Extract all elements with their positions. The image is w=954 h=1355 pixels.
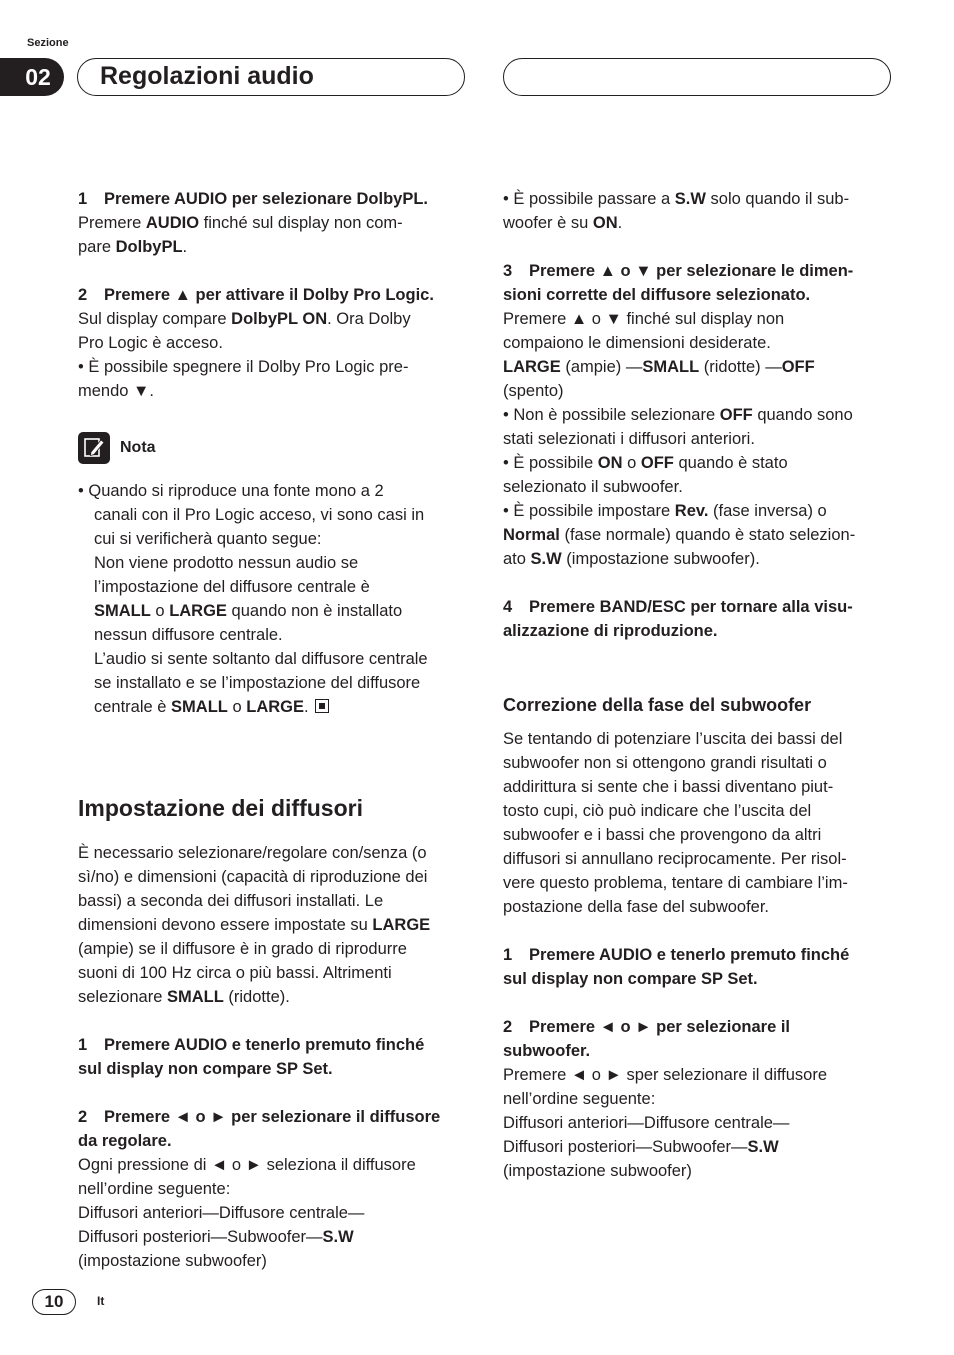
end-of-section-icon — [315, 699, 329, 713]
left-column: 1 Premere AUDIO per selezionare DolbyPL. Premere AUDIO finché sul display non com- pare DolbyPL. 2 Premere ▲ per attivare il Dolby Pro Logic. Sul display compare DolbyPL ON. Ora Dolby Pro Logic è acceso. • È possibile spegnere il Dolby Pro Logic pre- mendo ▼. Nota • Quando si riproduce una fonte mono a 2 canali con il Pro Logic acceso, vi sono casi in cui si verificherà quanto segue: Non viene prodotto nessun audio se l’impostazione del diffusore centrale è SMALL o LARGE quando non è installato nessun diffusore centrale. L’audio si sente soltanto dal diffusore centrale se installato e se l’impostazione del diffusore centrale è SMALL o LARGE. Impostazione dei diffusori È necessario selezionare/regolare con/senza (o sì/no) e dimensioni (capacità di riproduzione dei bassi) a seconda dei diffusori installati. Le dimensioni devono essere impostate su LARGE (ampie) se il diffusore è in grado di riprodurre suoni di 100 Hz circa o più bassi. Altrimenti selezionare SMALL (ridotte). 1 Premere AUDIO e tenerlo premuto finché sul display non compare SP Set. 2 Premere ◄ o ► per selezionare il diffusore da regolare. Ogni pressione di ◄ o ► seleziona il diffusore nell’ordine seguente: Diffusori anteriori—Diffusore centrale— Diffusori posteriori—Subwoofer—S.W (impostazione subwoofer) — [78, 187, 468, 1273]
step-1-title: 1 Premere AUDIO per selezionare DolbyPL. — [78, 190, 429, 208]
intro-paragraph: È necessario selezionare/regolare con/senza (o sì/no) e dimensioni (capacità di riproduzione dei bassi) a seconda dei diffusori installati. Le dimensioni devono essere impostate su LARGE (ampie) se il diffusore è in grado di riprodurre suoni di 100 Hz circa o più bassi. Altrimenti selezionare SMALL (ridotte). — [78, 844, 431, 1006]
step-3-title: 3 Premere ▲ o ▼ per selezionare le dimen- — [503, 262, 854, 280]
title-frame-right — [503, 58, 891, 96]
phase-step-2-title: 2 Premere ◄ o ► per selezionare il — [503, 1018, 791, 1036]
page-title: Regolazioni audio — [100, 62, 314, 90]
heading-correzione-fase: Correzione della fase del subwoofer — [503, 695, 812, 715]
section-label: Sezione — [27, 37, 69, 49]
speaker-step-1-title: 1 Premere AUDIO e tenerlo premuto finché — [78, 1036, 425, 1054]
nota-heading — [78, 431, 468, 465]
right-column: • È possibile passare a S.W solo quando il sub- woofer è su ON. 3 Premere ▲ o ▼ per selezionare le dimen- sioni corrette del diffusore selezionato. Premere ▲ o ▼ finché sul display non compaiono le dimensioni desiderate. LARGE (ampie) —SMALL (ridotte) —OFF (spento) • Non è possibile selezionare OFF quando sono stati selezionati i diffusori anteriori. • È possibile ON o OFF quando è stato selezionato il subwoofer. • È possibile impostare Rev. (fase inversa) o Normal (fase normale) quando è stato selezion- ato S.W (impostazione subwoofer). 4 Premere BAND/ESC per tornare alla visu- alizzazione di riproduzione. Correzione della fase del subwoofer Se tentando di potenziare l’uscita dei bassi del subwoofer non si ottengono grandi risultati o addirittura si sente che i bassi diventano piut- tosto cupi, ciò può indicare che l’uscita del subwoofer e i bassi che provengono da altri diffusori si annullano reciprocamente. Per risol- vere questo problema, tentare di cambiare l’im- postazione della fase del subwoofer. 1 Premere AUDIO e tenerlo premuto finché sul display non compare SP Set. 2 Premere ◄ o ► per selezionare il subwoofer. Premere ◄ o ► sper selezionare il diffusore nell’ordine seguente: Diffusori anteriori—Diffusore centrale— Diffusori posteriori—Subwoofer—S.W (impostazione subwoofer) — [503, 187, 893, 1183]
step-2-body: Sul display compare DolbyPL ON. Ora Dolby — [78, 310, 411, 328]
note-pencil-icon — [78, 432, 110, 464]
phase-step-2-body: Premere ◄ o ► sper selezionare il diffusore nell’ordine seguente: Diffusori anteriori—Diffusore centrale— Diffusori posteriori—Subwoofer—S.W (impostazione subwoofer) — [503, 1066, 827, 1180]
speaker-step-2-body: Ogni pressione di ◄ o ► seleziona il diffusore nell’ordine seguente: Diffusori anteriori—Diffusore centrale— Diffusori posteriori—Subwoofer—S.W (impostazione subwoofer) — [78, 1156, 416, 1270]
sw-bullet: • È possibile passare a S.W solo quando il sub- woofer è su ON. — [503, 190, 850, 232]
step-1-body: Premere AUDIO finché sul display non com- — [78, 214, 403, 232]
section-number-badge: 02 — [0, 58, 64, 96]
step-2-title: 2 Premere ▲ per attivare il Dolby Pro Logic. — [78, 286, 434, 304]
step-3-body: Premere ▲ o ▼ finché sul display non compaiono le dimensioni desiderate. LARGE (ampie) —SMALL (ridotte) —OFF (spento) • Non è possibile selezionare OFF quando sono stati selezionati i diffusori anteriori. • È possibile ON o OFF quando è stato selezionato il subwoofer. • È possibile impostare Rev. (fase inversa) o Normal (fase normale) quando è stato selezion- ato S.W (impostazione subwoofer). — [503, 310, 856, 568]
nota-body: • Quando si riproduce una fonte mono a 2 canali con il Pro Logic acceso, vi sono casi in cui si verificherà quanto segue: Non viene prodotto nessun audio se l’impostazione del diffusore centrale è SMALL o LARGE quando non è installato nessun diffusore centrale. L’audio si sente soltanto dal diffusore centrale se installato e se l’impostazione del diffusore centrale è SMALL o LARGE. — [78, 482, 428, 716]
page-number: 10 — [32, 1289, 76, 1315]
phase-paragraph: Se tentando di potenziare l’uscita dei bassi del subwoofer non si ottengono grandi risultati o addirittura si sente che i bassi diventano piut- tosto cupi, ciò può indicare che l’uscita del subwoofer e i bassi che provengono da altri diffusori si annullano reciprocamente. Per risol- vere questo problema, tentare di cambiare l’im- postazione della fase del subwoofer. — [503, 730, 848, 916]
nota-label: Nota — [120, 439, 156, 456]
step-2-bullet: • È possibile spegnere il Dolby Pro Logic pre- — [78, 358, 409, 376]
step-4-title: 4 Premere BAND/ESC per tornare alla visu- — [503, 598, 853, 616]
heading-impostazione-diffusori: Impostazione dei diffusori — [78, 795, 363, 821]
speaker-step-2-title: 2 Premere ◄ o ► per selezionare il diffusore — [78, 1108, 441, 1126]
language-code: It — [97, 1294, 105, 1308]
phase-step-1-title: 1 Premere AUDIO e tenerlo premuto finché — [503, 946, 850, 964]
